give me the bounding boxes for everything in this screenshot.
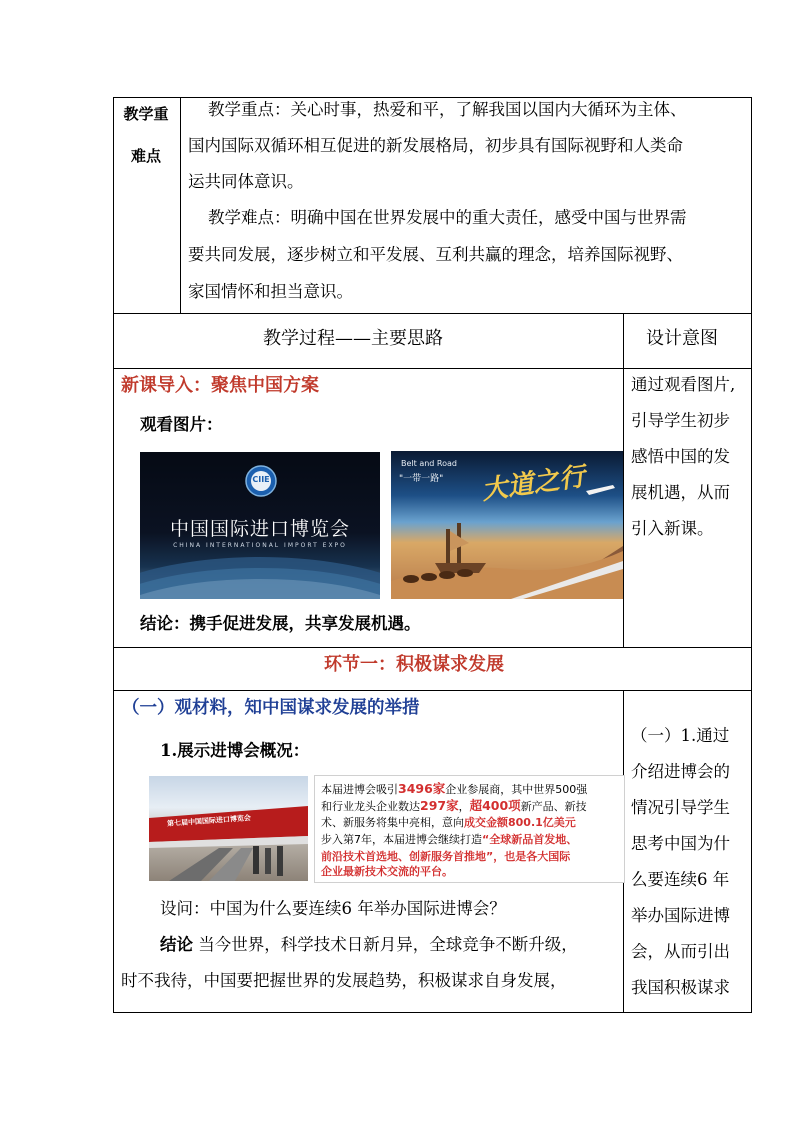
intro-intent-2: 引导学生初步	[631, 411, 730, 430]
expo-text-1a: 本届进博会吸引	[321, 783, 398, 796]
part1-conclusion-label: 结论	[160, 935, 193, 954]
ciie-image	[140, 452, 380, 599]
expo-info-box	[314, 775, 625, 883]
intro-intent-5: 引入新课。	[631, 519, 714, 538]
table-border-left	[113, 97, 114, 1013]
part1-question-text: 设问：中国为什么要连续6 年举办国际进博会？	[160, 899, 506, 918]
intro-watch: 观看图片：	[140, 415, 223, 434]
focus-label-line1: 教学重	[123, 105, 169, 123]
ciie-title: 中国国际进口博览会	[169, 518, 350, 540]
part1-intent-6: 举办国际进博	[631, 906, 730, 925]
part1-intent-1: （一）1.通过	[631, 726, 730, 745]
expo-banner: 第七届中国国际进口博览会	[166, 814, 252, 828]
difficulty-line-1: 教学难点：明确中国在世界发展中的重大责任，感受中国与世界需	[208, 208, 687, 227]
part1-intent-8: 我国积极谋求	[631, 978, 730, 997]
ciie-logo-text: CIIE	[252, 475, 270, 484]
expo-text-2c: ，	[458, 800, 470, 813]
expo-photo	[149, 776, 308, 881]
expo-count-products: 超400项	[469, 798, 521, 813]
difficulty-line-2: 要共同发展，逐步树立和平发展、互利共赢的理念，培养国际视野、	[188, 245, 683, 264]
belt-road-slogan: 大道之行	[479, 461, 587, 507]
part1-intent-3: 情况引导学生	[631, 798, 730, 817]
part1-question	[160, 890, 506, 927]
expo-slogan-2: 前沿技术首选地、创新服务首推地”，也是各大国际	[321, 850, 571, 863]
expo-count-leaders: 297家	[420, 798, 459, 813]
expo-text-4a: 步入第7年，本届进博会继续打造	[321, 833, 482, 846]
expo-deal-amount: 成交金额800.1亿美元	[464, 816, 576, 829]
part1-intent-7: 会，从而引出	[631, 942, 730, 961]
belt-road-en: Belt and Road	[401, 459, 457, 468]
col-divider-a	[623, 313, 624, 647]
difficulty-line-3: 家国情怀和担当意识。	[188, 282, 353, 301]
table-border-bottom	[113, 1012, 752, 1013]
intro-intent-1: 通过观看图片,	[631, 375, 736, 394]
intro-intent-3: 感悟中国的发	[631, 447, 730, 466]
part1-conclusion-line2: 时不我待，中国要把握世界的发展趋势，积极谋求自身发展，	[121, 971, 567, 990]
row1-divider	[180, 97, 181, 314]
process-header: 教学过程——主要思路	[263, 328, 443, 349]
focus-label-line2: 难点	[130, 147, 161, 165]
expo-count-exhibitors: 3496家	[398, 781, 446, 796]
part1-title: （一）观材料，知中国谋求发展的举措	[122, 698, 420, 718]
expo-text-1c: 企业参展商，其中世界500强	[445, 783, 588, 796]
row-line-1	[113, 313, 752, 314]
expo-text-2a: 和行业龙头企业数达	[321, 800, 420, 813]
focus-line-3: 运共同体意识。	[188, 172, 304, 191]
section1-title: 环节一：积极谋求发展	[324, 654, 504, 675]
part1-conclusion-line1	[160, 926, 578, 963]
intro-conclusion: 结论：携手促进发展，共享发展机遇。	[140, 614, 421, 633]
table-border-right	[751, 97, 752, 1013]
belt-road-cn: "一带一路"	[399, 474, 444, 484]
part1-conclusion-text1: 当今世界，科学技术日新月异，全球竞争不断升级，	[198, 935, 578, 954]
focus-line-2: 国内国际双循环相互促进的新发展格局，初步具有国际视野和人类命	[188, 136, 683, 155]
intro-title: 新课导入：聚焦中国方案	[121, 375, 319, 396]
ciie-subtitle: CHINA INTERNATIONAL IMPORT EXPO	[173, 542, 347, 549]
focus-line-1: 教学重点：关心时事，热爱和平，了解我国以国内大循环为主体、	[208, 100, 687, 119]
expo-text-2e: 新产品、新技	[520, 800, 587, 813]
part1-intent-4: 思考中国为什	[631, 834, 730, 853]
part1-item: 1.展示进博会概况：	[160, 741, 310, 760]
intro-intent-4: 展机遇，从而	[631, 483, 730, 502]
part1-intent-5: 么要连续6 年	[631, 870, 730, 889]
expo-text-3a: 术、新服务将集中亮相，意向	[321, 816, 464, 829]
intent-header: 设计意图	[646, 328, 718, 349]
part1-intent-2: 介绍进博会的	[631, 762, 730, 781]
belt-road-image	[391, 451, 623, 599]
expo-slogan-1: “全球新品首发地、	[482, 833, 578, 846]
expo-slogan-3: 企业最新技术交流的平台。	[321, 865, 453, 878]
